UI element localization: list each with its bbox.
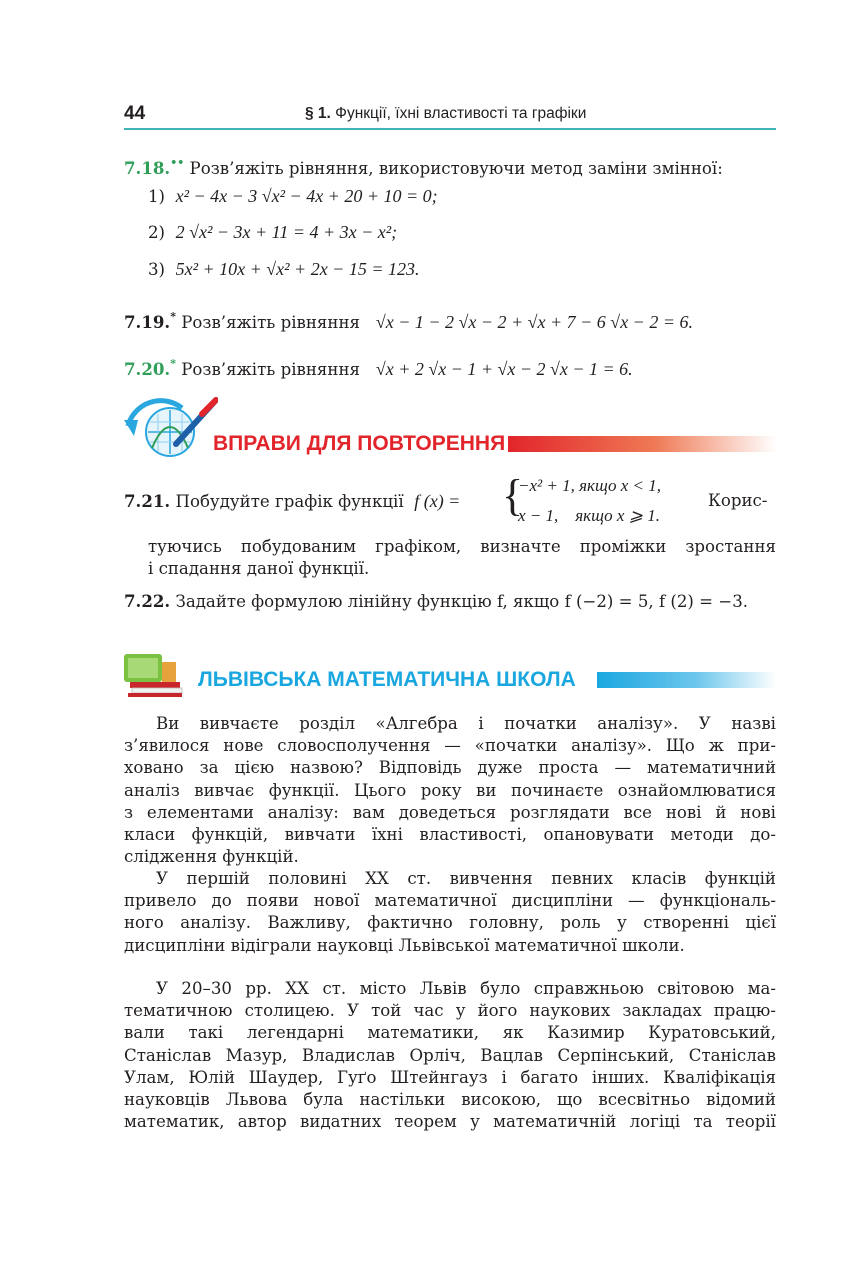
case-1: −x² + 1, якщо x < 1, — [518, 476, 661, 495]
difficulty-mark: •• — [170, 156, 185, 169]
formula: √x + 2 √x − 1 + √x − 2 √x − 1 = 6. — [375, 359, 633, 379]
paragraph-1: Ви вивчаєте розділ «Алгебра і початки аналізу». У назві з’явилося нове словосполучення — «початки аналізу». Що ж при- ховано за цією назвою? Відповідь дуже проста — математичний аналіз вивчає функції. Цього року ви починаєте ознайомлюватися з елементами аналізу: вам доведеться розглядати все нові й нові класи функцій, вивчати їхні властивості, опановувати методи до- слідження функцій. — [124, 714, 776, 867]
exercise-number: 7.19. — [124, 312, 171, 332]
exercise-7-21 — [124, 490, 460, 513]
graph-pen-icon — [122, 396, 218, 466]
page-number: 44 — [124, 103, 146, 124]
section-title: Функції, їхні властивості та графіки — [335, 105, 587, 122]
exercise-7-18 — [124, 152, 723, 180]
difficulty-mark: * — [170, 310, 176, 323]
exercise-number: 7.18. — [124, 158, 171, 178]
hyphenated-tail: Корис- — [708, 491, 768, 510]
exercise-text: Побудуйте графік функції — [175, 492, 404, 511]
paragraph-2: У першій половині XX ст. вивчення певних класів функцій привело до появи нової математичної дисципліни — функціональ- ного аналізу. Важливу, фактично головну, роль у створенні цієї дисципліни відіграли науковці Львівської математичної школи. — [124, 869, 776, 955]
exercise-7-21-continued: туючись побудованим графіком, визначте проміжки зростання і спадання даної функції. — [148, 537, 776, 579]
books-icon — [122, 652, 186, 698]
banner-title-review: ВПРАВИ ДЛЯ ПОВТОРЕННЯ — [213, 432, 506, 455]
formula: √x − 1 − 2 √x − 2 + √x + 7 − 6 √x − 2 = 6. — [375, 312, 693, 332]
exercise-number: 7.21. — [124, 491, 171, 511]
equation-2: 2) 2 √x² − 3x + 11 = 4 + 3x − x²; — [148, 222, 398, 242]
case-2: x − 1, якщо x ⩾ 1. — [518, 506, 660, 525]
exercise-text: Розв’яжіть рівняння, використовуючи метод заміни змінної: — [189, 159, 723, 178]
exercise-7-22 — [124, 590, 748, 613]
equation-1: 1) x² − 4x − 3 √x² − 4x + 20 + 10 = 0; — [148, 186, 438, 206]
exercise-7-20 — [124, 353, 633, 381]
formula: 2 √x² − 3x + 11 = 4 + 3x − x²; — [175, 222, 398, 242]
exercise-text: Розв’яжіть рівняння — [181, 313, 360, 332]
formula: x² − 4x − 3 √x² − 4x + 20 + 10 = 0; — [175, 186, 438, 206]
formula: 5x² + 10x + √x² + 2x − 15 = 123. — [175, 259, 420, 279]
exercise-number: 7.22. — [124, 591, 171, 611]
banner-bar-blue — [597, 672, 776, 688]
banner-bar-red — [508, 436, 776, 452]
function-name: f (x) = — [414, 491, 461, 511]
running-header — [305, 105, 586, 123]
banner-title-lviv: ЛЬВІВСЬКА МАТЕМАТИЧНА ШКОЛА — [198, 668, 576, 691]
exercise-text: Розв’яжіть рівняння — [181, 360, 360, 379]
paragraph-3: У 20–30 рр. XX ст. місто Львів було справжньою світовою ма- тематичною столицею. У той час у його наукових закладах працю- вали такі легендарні математики, як Казимир Куратовський, Станіслав Мазур, Владислав Орліч, Вацлав Серпінський, Станіслав Улам, Юлій Шаудер, Гуґо Штейнгауз і багато інших. Кваліфікація науковців Львова була настільки високою, що всесвітньо відомий математик, автор видатних теорем у математичній логіці та теорії — [124, 979, 776, 1132]
section-mark: § 1. — [305, 105, 331, 122]
equation-3: 3) 5x² + 10x + √x² + 2x − 15 = 123. — [148, 259, 420, 279]
exercise-text: Задайте формулою лінійну функцію f, якщо f (−2) = 5, f (2) = −3. — [175, 592, 749, 611]
exercise-7-19 — [124, 306, 693, 334]
exercise-number: 7.20. — [124, 359, 171, 379]
header-rule — [124, 128, 776, 130]
difficulty-mark: * — [170, 357, 176, 370]
cases-brace: { — [502, 471, 524, 520]
